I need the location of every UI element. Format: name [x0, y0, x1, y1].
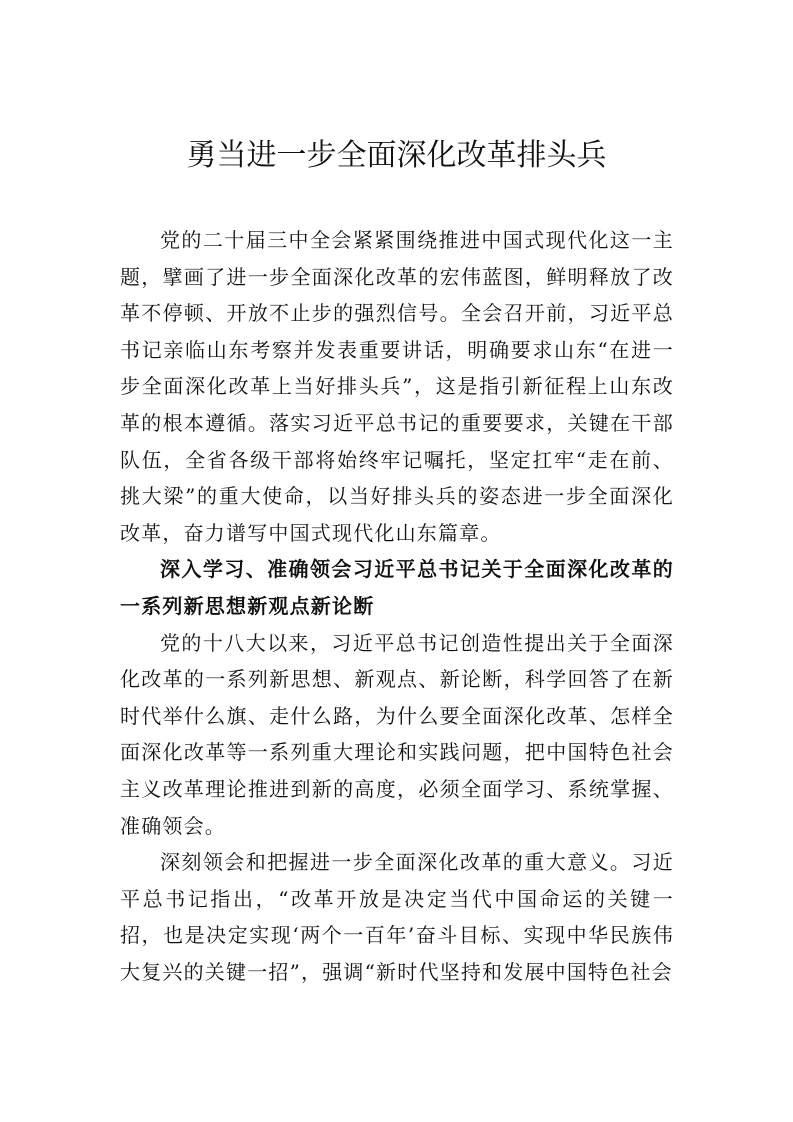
body-paragraph-significance: 深刻领会和把握进一步全面深化改革的重大意义。习近平总书记指出，“改革开放是决定当代中国命运的关键一招，也是决定实现‘两个一百年’奋斗目标、实现中华民族伟大复兴的关键一招”，强调“新时代坚持和发展中国特色社会	[120, 850, 674, 984]
document-body	[120, 222, 674, 990]
section-heading: 深入学习、准确领会习近平总书记关于全面深化改革的一系列新思想新观点新论断	[120, 557, 674, 618]
body-paragraph-intro: 党的二十届三中全会紧紧围绕推进中国式现代化这一主题，擘画了进一步全面深化改革的宏伟蓝图，鲜明释放了改革不停顿、开放不止步的强烈信号。全会召开前，习近平总书记亲临山东考察并发表重要讲话，明确要求山东“在进一步全面深化改革上当好排头兵”，这是指引新征程上山东改革的根本遵循。落实习近平总书记的重要要求，关键在干部队伍，全省各级干部将始终牢记嘱托，坚定扛牢“走在前、挑大梁”的重大使命，以当好排头兵的姿态进一步全面深化改革，奋力谱写中国式现代化山东篇章。	[120, 228, 674, 545]
document-title: 勇当进一步全面深化改革排头兵	[186, 138, 607, 173]
body-paragraph-theory: 党的十八大以来，习近平总书记创造性提出关于全面深化改革的一系列新思想、新观点、新论断，科学回答了在新时代举什么旗、走什么路，为什么要全面深化改革、怎样全面深化改革等一系列重大理论和实践问题，把中国特色社会主义改革理论推进到新的高度，必须全面学习、系统掌握、准确领会。	[120, 630, 674, 838]
